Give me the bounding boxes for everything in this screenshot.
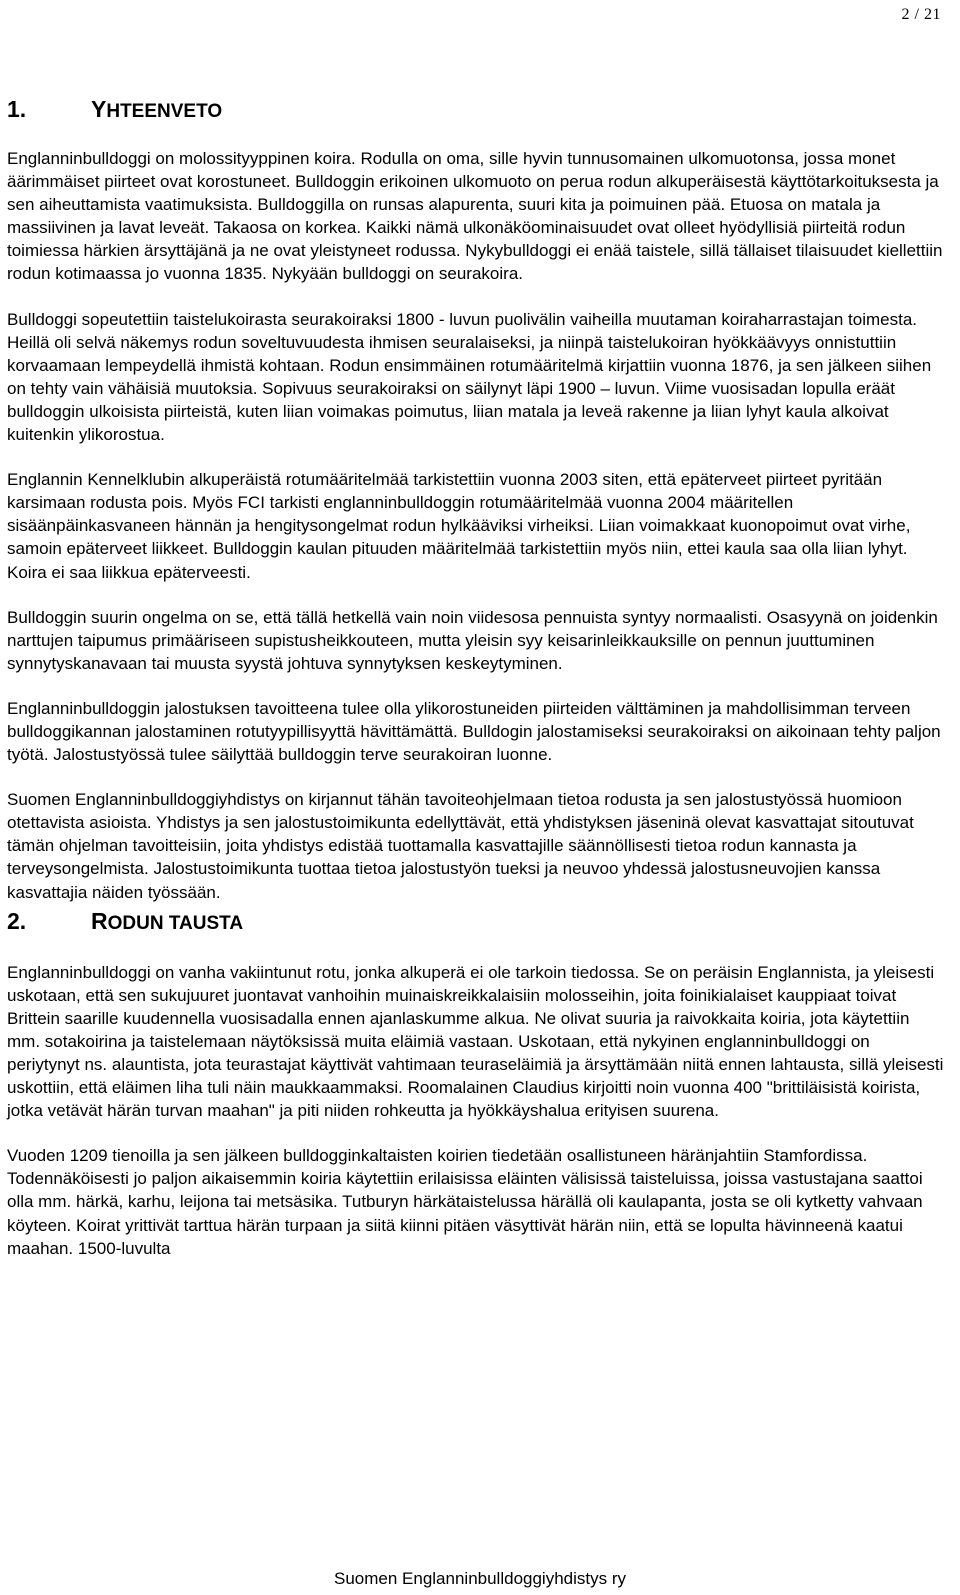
section-1-paragraph: Englanninbulldoggin jalostuksen tavoitteena tulee olla ylikorostuneiden piirteiden välttäminen ja mahdollisimman terveen bulldoggikannan jalostaminen rotutyypillisyyttä hävittämättä. Bulldogin jalostamiseksi seurakoiraksi on aikoinaan tehty paljon työtä. Jalostustyössä tulee säilyttää bulldoggin terve seurakoiran luonne. — [7, 698, 941, 765]
section-1-title: YHTEENVETO — [91, 96, 223, 122]
section-1-number: 1. — [7, 96, 27, 122]
section-2-title: RODUN TAUSTA — [91, 907, 244, 934]
section-1-paragraph: Englanninbulldoggi on molossityyppinen koira. Rodulla on oma, sille hyvin tunnusomainen ulkomuotonsa, jossa monet äärimmäiset piirteet ovat korostuneet. Bulldoggin erikoinen ulkomuoto on perua rodun alkuperäisestä käyttötarkoituksesta ja sen aiheuttamista vaatimuksista. Bulldoggilla on runsas alapurenta, suuri kita ja poimuinen pää. Etuosa on matala ja massiivinen ja lavat leveät. Takaosa on korkea. Kaikki nämä ulkonäköominaisuudet ovat olleet hyödyllisiä piirteitä rodun toimiessa härkien ärsyttäjänä ja ne ovat yleistyneet rodussa. Nykybulldoggi ei enää taistele, sillä tällaiset tilaisuudet kiellettiin rodun kotimaassa jo vuonna 1835. Nykyään bulldoggi on seurakoira. — [7, 149, 943, 284]
section-2-paragraph: Vuoden 1209 tienoilla ja sen jälkeen bulldogginkaltaisten koirien tiedetään osallistuneen häränjahtiin Stamfordissa. Todennäköisesti jo paljon aikaisemmin koiria käytettiin erilaisissa eläinten välisissä taisteluissa, joissa vastustajana saattoi olla mm. härkä, karhu, leijona tai metsäsika. Tutburyn härkätaistelussa härällä oli kaulapanta, josta se oli kytketty vahvaan köyteen. Koirat yrittivät tarttua härän turpaan ja siitä kiinni pitäen väsyttivät härän niin, että se lopulta hävinneenä kaatui maahan. 1500-luvulta — [7, 1146, 923, 1258]
section-1-heading — [7, 92, 947, 129]
section-1-paragraph: Suomen Englanninbulldoggiyhdistys on kirjannut tähän tavoiteohjelmaan tietoa rodusta ja sen jalostustyössä huomioon otettavista asioista. Yhdistys ja sen jalostustoimikunta edellyttävät, että yhdistyksen jäseninä olevat kasvattajat sitoutuvat tämän ohjelman tavoitteisiin, joita yhdistys edistää tuottamalla kasvattajille säännöllisesti tietoa rodun kannasta ja terveysongelmista. Jalostustoimikunta tuottaa tietoa jalostustyön tueksi ja neuvoo yhdessä jalostusneuvojien kanssa kasvattajia näiden työssään. — [7, 790, 914, 902]
section-1-paragraph: Bulldoggi sopeutettiin taistelukoirasta seurakoiraksi 1800 - luvun puolivälin vaiheilla muutaman koiraharrastajan toimesta. Heillä oli selvä näkemys rodun soveltuvuudesta ihmisen seuralaiseksi, ja niinpä taistelukoiran hyökkäävyys onnistuttiin korvaamaan lempeydellä ihmistä kohtaan. Rodun ensimmäinen rotumääritelmä kirjattiin vuonna 1876, ja sen jälkeen siihen on tehty vain vähäisiä muutoksia. Sopivuus seurakoiraksi on säilynyt läpi 1900 – luvun. Viime vuosisadan lopulla eräät bulldoggin ulkoisista piirteistä, kuten liian voimakas poimutus, liian matala ja leveä rakenne ja liian lyhyt kaula alkoivat kuitenkin ylikorostua. — [7, 309, 932, 445]
section-2-paragraph: Englanninbulldoggi on vanha vakiintunut rotu, jonka alkuperä ei ole tarkoin tiedossa. Se on peräisin Englannista, ja yleisesti uskotaan, että sen sukujuuret juontavat vanhoihin muinaiskreikkalaisiin molosseihin, joita foinikialaiset kauppiaat toivat Brittein saarille kuudennella vuosisadalla ennen ajanlaskumme alkua. Ne olivat suuria ja raivokkaita koiria, jota käytettiin mm. sotakoirina ja taistelemaan näytöksissä muita eläimiä vastaan. Uskotaan, että nykyinen englanninbulldoggi on periytynyt ns. alauntista, jota teurastajat käyttivät vahtimaan teuraseläimiä ja ärsyttämään niitä ennen lahtausta, sillä yleisesti uskottiin, että eläimen liha tuli näin maukkaammaksi. Roomalainen Claudius kirjoitti noin vuonna 400 "brittiläisistä koirista, jotka vetävät härän turvan maahan" ja piti niiden rohkeutta ja hyökkäyshalua erityisen suurena. — [7, 962, 944, 1121]
page-footer: Suomen Englanninbulldoggiyhdistys ry — [333, 1569, 626, 1588]
section-1-paragraph: Bulldoggin suurin ongelma on se, että tällä hetkellä vain noin viidesosa pennuista syntyy normaalisti. Osasyynä on joidenkin narttujen taipumus primääriseen supistusheikkouteen, mutta yleisin syy keisarinleikkauksille on pennun juuttuminen synnytyskanavaan tai muusta syystä johtuva synnytyksen keskeytyminen. — [7, 607, 938, 673]
section-2-heading — [7, 904, 947, 941]
page-number: 2 / 21 — [901, 6, 941, 23]
document-body — [7, 92, 947, 1260]
section-2-number: 2. — [7, 907, 27, 934]
section-1-paragraph: Englannin Kennelklubin alkuperäistä rotumääritelmää tarkistettiin vuonna 2003 siten, että epäterveet piirteet pyritään karsimaan rodusta pois. Myös FCI tarkisti englanninbulldoggin rotumääritelmää vuonna 2004 määritellen sisäänpäinkasvaneen hännän ja hengitysongelmat rodun hylkääviksi virheiksi. Liian voimakkaat kuonopoimut ovat virhe, samoin epäterveet liikkeet. Bulldoggin kaulan pituuden määritelmää tarkistettiin myös niin, ettei kaula saa olla liian lyhyt. Koira ei saa liikkua epäterveesti. — [7, 470, 911, 582]
